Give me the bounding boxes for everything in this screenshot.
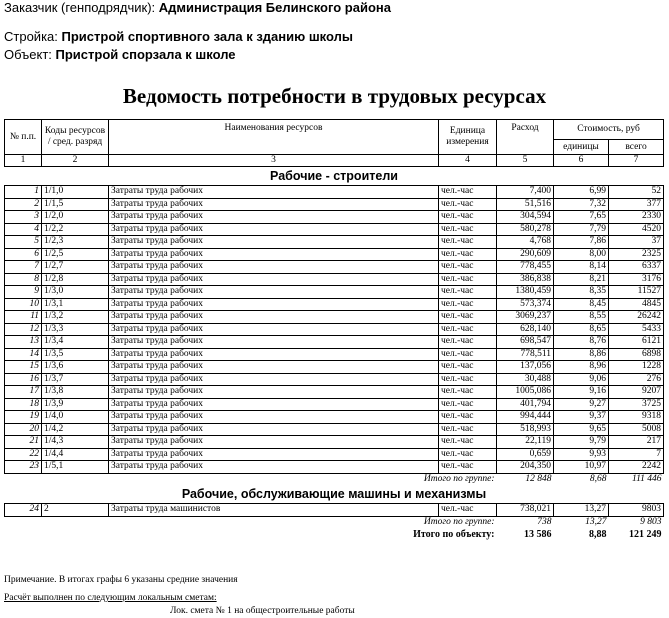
total-cost: 26242 — [609, 311, 664, 324]
unit: чел.-час — [439, 361, 497, 374]
consumption: 204,350 — [497, 461, 554, 474]
consumption: 778,511 — [497, 348, 554, 361]
row-number: 15 — [5, 361, 42, 374]
resource-name: Затраты труда рабочих — [109, 448, 439, 461]
resource-code: 1/3,1 — [42, 298, 109, 311]
resource-code: 1/2,0 — [42, 211, 109, 224]
resource-name: Затраты труда рабочих — [109, 436, 439, 449]
consumption: 386,838 — [497, 273, 554, 286]
col-header-code: Коды ресурсов / сред. разряд — [42, 120, 109, 155]
group-total-unit-cost: 13,27 — [585, 516, 607, 527]
total-cost: 6121 — [609, 336, 664, 349]
row-number: 18 — [5, 398, 42, 411]
consumption: 573,374 — [497, 298, 554, 311]
resource-name: Затраты труда рабочих — [109, 461, 439, 474]
resource-code: 1/3,2 — [42, 311, 109, 324]
section-title: Рабочие - строители — [270, 168, 398, 183]
group-total-row — [5, 516, 664, 528]
unit-cost: 7,65 — [554, 211, 609, 224]
consumption: 3069,237 — [497, 311, 554, 324]
object-label: Объект: — [4, 47, 52, 62]
unit-cost: 8,35 — [554, 286, 609, 299]
table-row — [5, 311, 664, 324]
unit-cost: 8,65 — [554, 323, 609, 336]
table-row — [5, 448, 664, 461]
unit-cost: 8,00 — [554, 248, 609, 261]
consumption: 738,021 — [497, 504, 554, 517]
consumption: 4,768 — [497, 236, 554, 249]
table-row — [5, 336, 664, 349]
table-row — [5, 286, 664, 299]
row-number: 14 — [5, 348, 42, 361]
unit-cost: 8,55 — [554, 311, 609, 324]
table-row — [5, 373, 664, 386]
row-number: 2 — [5, 198, 42, 211]
total-cost: 2242 — [609, 461, 664, 474]
grand-total-cost: 121 249 — [629, 529, 662, 540]
table-row — [5, 361, 664, 374]
group-total-cost: 9 803 — [640, 516, 662, 527]
consumption: 628,140 — [497, 323, 554, 336]
total-cost: 3725 — [609, 398, 664, 411]
unit-cost: 9,16 — [554, 386, 609, 399]
col-header-cost-total: всего — [609, 140, 664, 155]
group-total-label: Итого по группе: — [423, 516, 495, 527]
total-cost: 377 — [609, 198, 664, 211]
unit: чел.-час — [439, 186, 497, 199]
unit: чел.-час — [439, 286, 497, 299]
unit-cost: 7,79 — [554, 223, 609, 236]
row-number: 8 — [5, 273, 42, 286]
row-number: 17 — [5, 386, 42, 399]
resource-code: 1/2,3 — [42, 236, 109, 249]
col-header-cost: Стоимость, руб — [554, 120, 664, 140]
total-cost: 2330 — [609, 211, 664, 224]
table-row — [5, 198, 664, 211]
grand-total-label: Итого по объекту: — [413, 529, 495, 540]
row-number: 19 — [5, 411, 42, 424]
col-header-name: Наименования ресурсов — [109, 120, 439, 155]
customer-line — [4, 0, 391, 15]
col-number: 6 — [554, 155, 609, 167]
unit: чел.-час — [439, 398, 497, 411]
unit-cost: 8,21 — [554, 273, 609, 286]
table-row — [5, 236, 664, 249]
unit: чел.-час — [439, 211, 497, 224]
site-label: Стройка: — [4, 29, 58, 44]
consumption: 30,488 — [497, 373, 554, 386]
col-number: 5 — [497, 155, 554, 167]
grand-total-unit-cost: 8,88 — [589, 529, 607, 540]
col-number: 4 — [439, 155, 497, 167]
customer-label: Заказчик (генподрядчик): — [4, 0, 156, 15]
unit: чел.-час — [439, 448, 497, 461]
unit: чел.-час — [439, 436, 497, 449]
total-cost: 6337 — [609, 261, 664, 274]
object-line — [4, 47, 236, 62]
total-cost: 1228 — [609, 361, 664, 374]
row-number: 9 — [5, 286, 42, 299]
resource-name: Затраты труда рабочих — [109, 348, 439, 361]
document-title: Ведомость потребности в трудовых ресурсах — [122, 84, 547, 108]
consumption: 778,455 — [497, 261, 554, 274]
resource-name: Затраты труда рабочих — [109, 211, 439, 224]
unit: чел.-час — [439, 223, 497, 236]
unit: чел.-час — [439, 411, 497, 424]
unit: чел.-час — [439, 323, 497, 336]
consumption: 7,400 — [497, 186, 554, 199]
resource-code: 1/3,3 — [42, 323, 109, 336]
resource-code: 1/1,0 — [42, 186, 109, 199]
consumption: 0,659 — [497, 448, 554, 461]
unit-cost: 7,86 — [554, 236, 609, 249]
resource-code: 1/2,2 — [42, 223, 109, 236]
table-row — [5, 504, 664, 517]
consumption: 698,547 — [497, 336, 554, 349]
customer-value: Администрация Белинского района — [158, 0, 391, 15]
total-cost: 6898 — [609, 348, 664, 361]
total-cost: 217 — [609, 436, 664, 449]
unit-cost: 10,97 — [554, 461, 609, 474]
resource-code: 1/4,2 — [42, 423, 109, 436]
total-cost: 9207 — [609, 386, 664, 399]
total-cost: 11527 — [609, 286, 664, 299]
site-value: Пристрой спортивного зала к зданию школы — [61, 29, 353, 44]
total-cost: 7 — [609, 448, 664, 461]
section-title: Рабочие, обслуживающие машины и механизмы — [181, 486, 487, 501]
unit: чел.-час — [439, 298, 497, 311]
resource-name: Затраты труда машинистов — [109, 504, 439, 517]
row-number: 10 — [5, 298, 42, 311]
row-number: 13 — [5, 336, 42, 349]
total-cost: 52 — [609, 186, 664, 199]
table-row — [5, 423, 664, 436]
resource-name: Затраты труда рабочих — [109, 398, 439, 411]
consumption: 137,056 — [497, 361, 554, 374]
total-cost: 37 — [609, 236, 664, 249]
table-row — [5, 248, 664, 261]
resource-code: 1/2,7 — [42, 261, 109, 274]
resource-code: 1/2,8 — [42, 273, 109, 286]
consumption: 401,794 — [497, 398, 554, 411]
table-row — [5, 261, 664, 274]
unit-cost: 8,45 — [554, 298, 609, 311]
row-number: 4 — [5, 223, 42, 236]
group-total-label: Итого по группе: — [423, 473, 495, 484]
resource-code: 1/3,5 — [42, 348, 109, 361]
table-row — [5, 436, 664, 449]
resource-name: Затраты труда рабочих — [109, 311, 439, 324]
row-number: 16 — [5, 373, 42, 386]
unit-cost: 8,14 — [554, 261, 609, 274]
section-title-row — [5, 485, 664, 504]
grand-total-row — [5, 528, 664, 541]
unit: чел.-час — [439, 348, 497, 361]
site-line — [4, 29, 353, 44]
resource-name: Затраты труда рабочих — [109, 298, 439, 311]
consumption: 580,278 — [497, 223, 554, 236]
resource-code: 1/3,7 — [42, 373, 109, 386]
row-number: 7 — [5, 261, 42, 274]
unit-cost: 9,93 — [554, 448, 609, 461]
calc-basis: Расчёт выполнен по следующим локальным сметам: — [4, 593, 217, 603]
col-number: 7 — [609, 155, 664, 167]
unit: чел.-час — [439, 311, 497, 324]
unit-cost: 9,79 — [554, 436, 609, 449]
unit-cost: 6,99 — [554, 186, 609, 199]
table-row — [5, 211, 664, 224]
resource-name: Затраты труда рабочих — [109, 386, 439, 399]
total-cost: 4845 — [609, 298, 664, 311]
section-title-row — [5, 167, 664, 186]
consumption: 304,594 — [497, 211, 554, 224]
resource-name: Затраты труда рабочих — [109, 261, 439, 274]
row-number: 3 — [5, 211, 42, 224]
unit-cost: 7,32 — [554, 198, 609, 211]
group-total-row — [5, 473, 664, 485]
total-cost: 5008 — [609, 423, 664, 436]
unit-cost: 9,27 — [554, 398, 609, 411]
unit: чел.-час — [439, 198, 497, 211]
total-cost: 5433 — [609, 323, 664, 336]
resource-code: 1/4,3 — [42, 436, 109, 449]
consumption: 290,609 — [497, 248, 554, 261]
resource-name: Затраты труда рабочих — [109, 236, 439, 249]
unit: чел.-час — [439, 236, 497, 249]
unit: чел.-час — [439, 248, 497, 261]
table-row — [5, 273, 664, 286]
resource-name: Затраты труда рабочих — [109, 361, 439, 374]
table-row — [5, 223, 664, 236]
table-row — [5, 298, 664, 311]
unit: чел.-час — [439, 273, 497, 286]
col-number: 2 — [42, 155, 109, 167]
unit: чел.-час — [439, 373, 497, 386]
note: Примечание. В итогах графы 6 указаны средние значения — [4, 575, 238, 585]
resource-name: Затраты труда рабочих — [109, 286, 439, 299]
estimate-reference: Лок. смета № 1 на общестроительные работы — [170, 606, 355, 616]
total-cost: 4520 — [609, 223, 664, 236]
unit: чел.-час — [439, 336, 497, 349]
col-number: 1 — [5, 155, 42, 167]
total-cost: 2325 — [609, 248, 664, 261]
row-number: 11 — [5, 311, 42, 324]
unit: чел.-час — [439, 261, 497, 274]
group-total-consumption: 738 — [537, 516, 552, 527]
resource-code: 1/4,0 — [42, 411, 109, 424]
consumption: 51,516 — [497, 198, 554, 211]
resource-code: 1/3,8 — [42, 386, 109, 399]
resource-name: Затраты труда рабочих — [109, 223, 439, 236]
col-number: 3 — [109, 155, 439, 167]
col-header-cost-unit: единицы — [554, 140, 609, 155]
unit: чел.-час — [439, 423, 497, 436]
group-total-unit-cost: 8,68 — [589, 473, 607, 484]
row-number: 20 — [5, 423, 42, 436]
total-cost: 3176 — [609, 273, 664, 286]
consumption: 994,444 — [497, 411, 554, 424]
resource-code: 1/3,9 — [42, 398, 109, 411]
resource-code: 1/3,4 — [42, 336, 109, 349]
row-number: 23 — [5, 461, 42, 474]
unit: чел.-час — [439, 504, 497, 517]
group-total-cost: 111 446 — [632, 473, 662, 484]
unit-cost: 13,27 — [554, 504, 609, 517]
resource-code: 1/4,4 — [42, 448, 109, 461]
row-number: 1 — [5, 186, 42, 199]
unit-cost: 9,37 — [554, 411, 609, 424]
table-row — [5, 323, 664, 336]
resource-code: 1/1,5 — [42, 198, 109, 211]
resource-code: 1/3,0 — [42, 286, 109, 299]
table-row — [5, 348, 664, 361]
header-row — [5, 120, 664, 140]
unit-cost: 8,76 — [554, 336, 609, 349]
unit: чел.-час — [439, 461, 497, 474]
resource-name: Затраты труда рабочих — [109, 273, 439, 286]
table-row — [5, 411, 664, 424]
consumption: 518,993 — [497, 423, 554, 436]
col-header-num: № п.п. — [5, 120, 42, 155]
unit-cost: 9,65 — [554, 423, 609, 436]
row-number: 12 — [5, 323, 42, 336]
consumption: 22,119 — [497, 436, 554, 449]
unit: чел.-час — [439, 386, 497, 399]
resource-name: Затраты труда рабочих — [109, 336, 439, 349]
total-cost: 9318 — [609, 411, 664, 424]
unit-cost: 8,96 — [554, 361, 609, 374]
row-number: 5 — [5, 236, 42, 249]
table-body — [5, 120, 664, 542]
row-number: 6 — [5, 248, 42, 261]
table-row — [5, 461, 664, 474]
resource-code: 1/3,6 — [42, 361, 109, 374]
row-number: 21 — [5, 436, 42, 449]
table-row — [5, 398, 664, 411]
row-number: 24 — [5, 504, 42, 517]
consumption: 1380,459 — [497, 286, 554, 299]
table-row — [5, 186, 664, 199]
resource-name: Затраты труда рабочих — [109, 373, 439, 386]
unit-cost: 9,06 — [554, 373, 609, 386]
resource-name: Затраты труда рабочих — [109, 248, 439, 261]
col-header-consumption: Расход — [497, 120, 554, 155]
unit-cost: 8,86 — [554, 348, 609, 361]
grand-total-consumption: 13 586 — [524, 529, 552, 540]
column-numbers-row — [5, 155, 664, 167]
table-row — [5, 386, 664, 399]
col-header-unit: Единица измерения — [439, 120, 497, 155]
total-cost: 276 — [609, 373, 664, 386]
resource-code: 2 — [42, 504, 109, 517]
resource-code: 1/5,1 — [42, 461, 109, 474]
resource-name: Затраты труда рабочих — [109, 411, 439, 424]
group-total-consumption: 12 848 — [525, 473, 552, 484]
row-number: 22 — [5, 448, 42, 461]
object-value: Пристрой спорзала к школе — [55, 47, 236, 62]
total-cost: 9803 — [609, 504, 664, 517]
consumption: 1005,086 — [497, 386, 554, 399]
resource-name: Затраты труда рабочих — [109, 186, 439, 199]
labor-resources-table — [4, 119, 664, 541]
resource-name: Затраты труда рабочих — [109, 323, 439, 336]
resource-name: Затраты труда рабочих — [109, 423, 439, 436]
resource-code: 1/2,5 — [42, 248, 109, 261]
resource-name: Затраты труда рабочих — [109, 198, 439, 211]
